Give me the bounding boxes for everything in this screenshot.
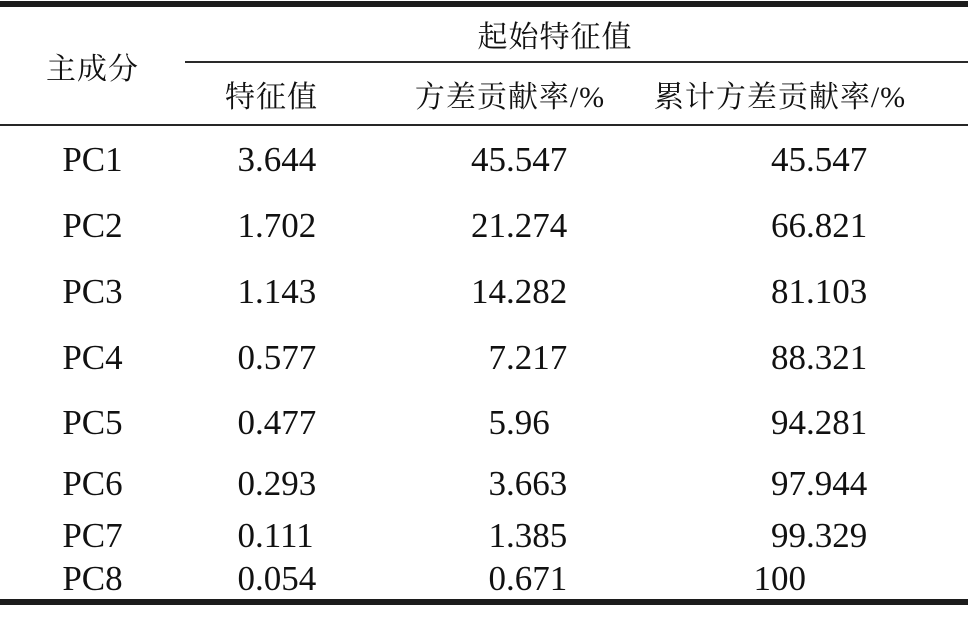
eigenvalue-value: 0 .293 [237,464,317,503]
table-row-pc6 [0,455,968,513]
table-row-pc7 [0,513,968,559]
eigenvalue-value: 0 .477 [237,403,317,442]
variance-value: 21 .274 [471,206,568,245]
variance-value: 14 .282 [471,272,568,311]
eigenvalue-cell [185,125,380,193]
table-row-pc4 [0,325,968,391]
pc-label: PC4 [62,338,123,377]
variance-value: 5 .96 [488,403,550,442]
cumulative-cell [640,325,968,391]
eigenvalue-cell [185,325,380,391]
eigenvalue-cell [185,513,380,559]
table-body [0,125,968,602]
cumulative-cell [640,455,968,513]
pc-label: PC3 [62,272,123,311]
variance-value: 3 .663 [488,464,568,503]
cumulative-cell [640,259,968,325]
paper-table-page [0,1,968,620]
eigenvalue-cell [185,559,380,602]
cumulative-value: 88 .321 [771,338,868,377]
eigenvalue-value: 1 .143 [237,272,317,311]
variance-value: 45 .547 [471,139,568,179]
header-eigenvalue: 特征值 [225,80,318,114]
cumulative-cell [640,513,968,559]
variance-cell [380,325,640,391]
variance-value: 7 .217 [488,338,568,377]
pc-label: PC6 [62,464,123,503]
variance-value: 1 .385 [488,516,568,555]
cumulative-value: 81 .103 [771,272,868,311]
pc-label: PC2 [62,206,123,245]
variance-cell [380,455,640,513]
cumulative-value: 66 .821 [771,206,868,245]
cumulative-cell [640,559,968,602]
cumulative-value: 100 [753,559,806,598]
pc-label: PC8 [62,559,123,598]
pc-label: PC5 [62,403,123,442]
header-variance-contribution: 方差贡献率/% [414,80,606,114]
header-initial-eigenvalues-group: 起始特征值 [185,4,968,62]
pc-label: PC1 [62,139,123,179]
eigenvalue-value: 0 .054 [237,559,317,598]
eigenvalue-cell [185,391,380,455]
cumulative-value: 94 .281 [771,403,868,442]
pc-label: PC7 [62,516,123,555]
table-row-pc3 [0,259,968,325]
table-row-pc2 [0,193,968,259]
variance-cell [380,513,640,559]
table-row-pc5 [0,391,968,455]
cumulative-cell [640,193,968,259]
cumulative-value: 45 .547 [771,139,868,179]
cumulative-value: 99 .329 [771,516,868,555]
variance-value: 0 .671 [488,559,568,598]
header-component: 主成分 [46,52,139,86]
variance-cell [380,559,640,602]
table-row-pc1 [0,125,968,193]
cumulative-cell [640,391,968,455]
variance-cell [380,193,640,259]
eigenvalue-value: 0 .577 [237,338,317,377]
cumulative-cell [640,125,968,193]
variance-cell [380,125,640,193]
variance-cell [380,391,640,455]
pca-eigenvalues-table [0,1,968,605]
eigenvalue-cell [185,259,380,325]
header-cumulative-variance-contribution: 累计方差贡献率/% [653,80,907,114]
eigenvalue-cell [185,193,380,259]
table-header [0,4,968,125]
eigenvalue-cell [185,455,380,513]
eigenvalue-value: 3 .644 [237,139,317,179]
variance-cell [380,259,640,325]
eigenvalue-value: 0 .111 [237,516,314,555]
cumulative-value: 97 .944 [771,464,868,503]
header-row-group [0,4,968,62]
eigenvalue-value: 1 .702 [237,206,317,245]
table-row-pc8 [0,559,968,602]
